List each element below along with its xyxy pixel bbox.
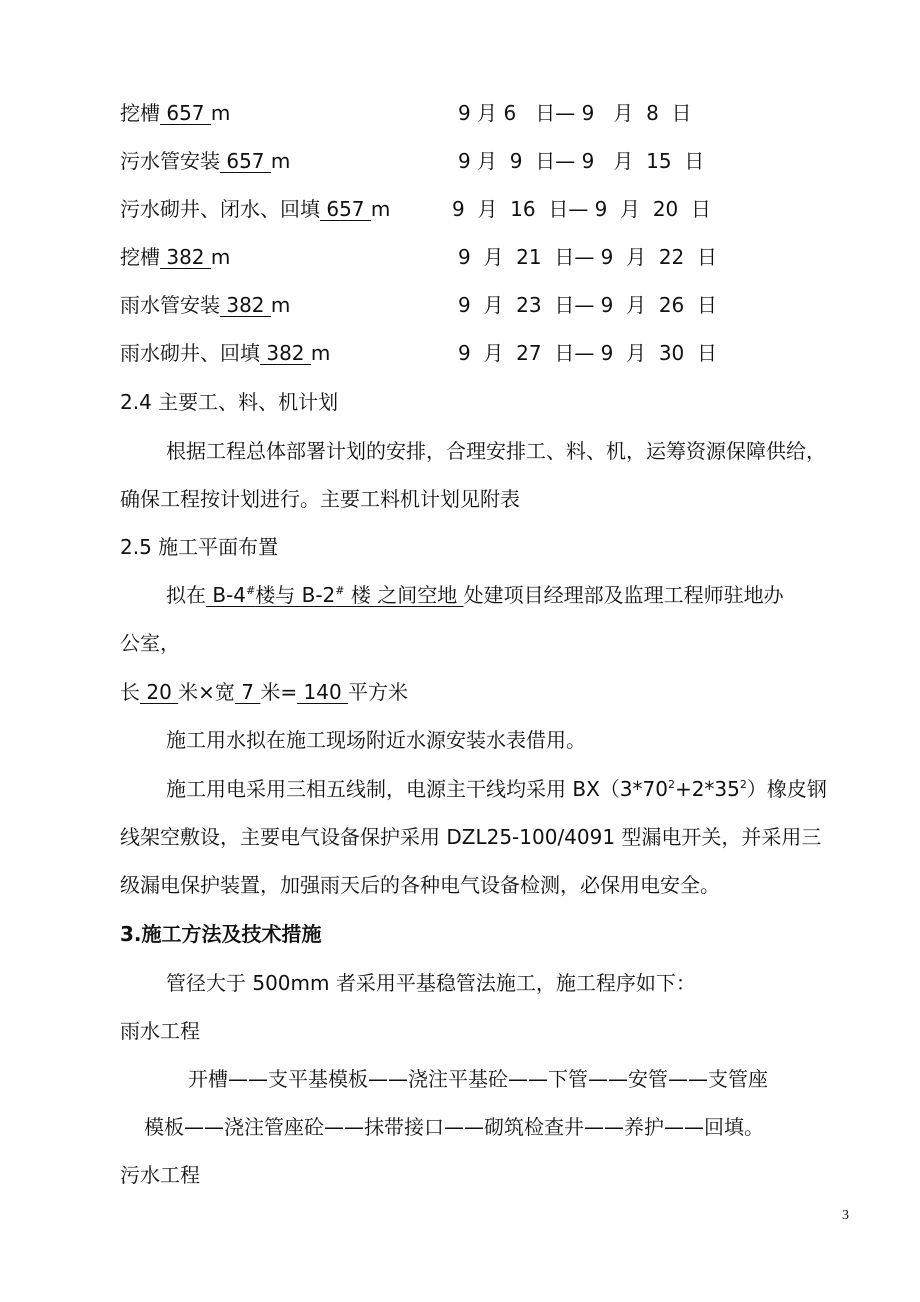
area-unit: 平方米: [348, 680, 409, 704]
location-prefix: 拟在: [166, 583, 206, 607]
unit: m: [270, 293, 291, 317]
task: 污水管安装: [120, 149, 220, 173]
water-supply-text: 施工用水拟在施工现场附近水源安装水表借用。: [166, 728, 586, 752]
length-value: 20: [140, 680, 179, 704]
task: 污水砌井、闭水、回填: [120, 197, 320, 221]
electric-text-b: +2*35: [674, 777, 740, 801]
page-number: 3: [842, 1208, 849, 1223]
building-b2-sup: #: [335, 584, 345, 597]
unit: m: [310, 341, 331, 365]
task: 雨水砌井、回填: [120, 341, 260, 365]
task: 雨水管安装: [120, 293, 220, 317]
qty: 657: [320, 197, 371, 221]
section-2-4-paragraph-line-1: 根据工程总体部署计划的安排，合理安排工、料、机，运筹资源保障供给，: [166, 439, 826, 463]
location-space: 楼 之间空地: [344, 583, 464, 607]
area-value: 140: [297, 680, 349, 704]
schedule-date-6: 9 月 27 日— 9 月 30 日: [458, 341, 717, 365]
qty: 382: [260, 341, 311, 365]
length-label: 长: [120, 680, 140, 704]
unit: m: [370, 197, 391, 221]
area-line: [120, 677, 408, 707]
schedule-row-6: [120, 338, 330, 368]
building-b4: B-4: [206, 583, 247, 607]
schedule-row-1: [120, 98, 230, 128]
schedule-row-3: [120, 194, 390, 224]
schedule-row-2: [120, 146, 290, 176]
section-3-intro: 管径大于 500mm 者采用平基稳管法施工，施工程序如下：: [166, 971, 696, 995]
section-3-heading: 3.施工方法及技术措施: [120, 922, 322, 946]
location-underlined: [206, 583, 464, 607]
width-value: 7: [234, 680, 261, 704]
unit: m: [270, 149, 291, 173]
qty: 382: [220, 293, 271, 317]
schedule-date-5: 9 月 23 日— 9 月 26 日: [458, 293, 717, 317]
schedule-row-4: [120, 242, 230, 272]
qty: 382: [160, 245, 211, 269]
sewage-works-label: 污水工程: [120, 1163, 200, 1187]
unit: m: [210, 101, 231, 125]
rain-steps-line-2: 模板——浇注管座砼——抹带接口——砌筑检查井——养护——回填。: [144, 1115, 764, 1139]
section-2-4-heading: 2.4 主要工、料、机计划: [120, 390, 339, 414]
schedule-date-2: 9 月 9 日— 9 月 15 日: [458, 149, 705, 173]
building-b2: 楼与 B-2: [255, 583, 336, 607]
site-location-line-2: 公室，: [120, 631, 180, 655]
electric-text-a: 施工用电采用三相五线制，电源主干线均采用 BX（3*70: [166, 777, 668, 801]
qty: 657: [220, 149, 271, 173]
electric-line-1: [166, 774, 827, 804]
electric-line-2: 线架空敷设，主要电气设备保护采用 DZL25-100/4091 型漏电开关，并采用三: [120, 825, 822, 849]
site-location-line: [166, 580, 784, 610]
width-label: 米×宽: [178, 680, 235, 704]
section-2-5-heading: 2.5 施工平面布置: [120, 535, 279, 559]
qty: 657: [160, 101, 211, 125]
electric-text-c: ）橡皮钢: [746, 777, 827, 801]
task: 挖槽: [120, 101, 160, 125]
unit: m: [210, 245, 231, 269]
schedule-date-1: 9 月 6 日— 9 月 8 日: [458, 101, 692, 125]
location-suffix: 处建项目经理部及监理工程师驻地办: [463, 583, 784, 607]
schedule-date-4: 9 月 21 日— 9 月 22 日: [458, 245, 717, 269]
superscript-2: 2: [667, 778, 675, 791]
rain-steps-line-1: 开槽——支平基模板——浇注平基砼——下管——安管——支管座: [188, 1067, 768, 1091]
superscript-2b: 2: [739, 778, 747, 791]
electric-line-3: 级漏电保护装置，加强雨天后的各种电气设备检测，必保用电安全。: [120, 873, 720, 897]
schedule-date-3: 9 月 16 日— 9 月 20 日: [452, 197, 711, 221]
equals-label: 米=: [260, 680, 298, 704]
schedule-row-5: [120, 290, 290, 320]
building-b4-sup: #: [246, 584, 256, 597]
section-2-4-paragraph-line-2: 确保工程按计划进行。主要工料机计划见附表: [120, 487, 520, 511]
task: 挖槽: [120, 245, 160, 269]
rain-works-label: 雨水工程: [120, 1019, 200, 1043]
